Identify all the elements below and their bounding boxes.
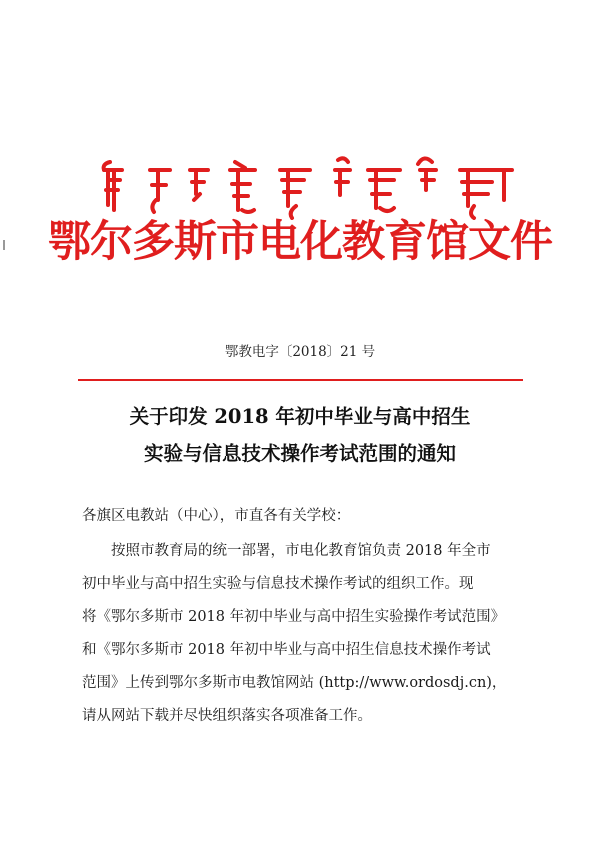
issuing-authority-title: 鄂尔多斯市电化教育馆文件 [48,217,552,267]
red-divider [78,379,523,381]
document-title-line-1: 关于印发 2018 年初中毕业与高中招生 [129,405,471,428]
body-paragraph-line: 和《鄂尔多斯市 2018 年初中毕业与高中招生信息技术操作考试 [82,642,491,658]
body-paragraph-line: 请从网站下载并尽快组织落实各项准备工作。 [82,708,372,724]
document-title-line-2: 实验与信息技术操作考试范围的通知 [143,442,456,465]
body-paragraph-line: 按照市教育局的统一部署，市电化教育馆负责 2018 年全市 [111,543,491,559]
body-paragraph-line: 范围》上传到鄂尔多斯市电教馆网站 (http://www.ordosdj.cn)， [82,675,507,691]
body-paragraph-line: 初中毕业与高中招生实验与信息技术操作考试的组织工作。现 [82,576,474,592]
body-paragraph-line: 将《鄂尔多斯市 2018 年初中毕业与高中招生实验操作考试范围》 [82,609,506,625]
document-number: 鄂教电字〔2018〕21 号 [224,344,376,360]
addressee: 各旗区电教站（中心），市直各有关学校： [82,508,351,524]
